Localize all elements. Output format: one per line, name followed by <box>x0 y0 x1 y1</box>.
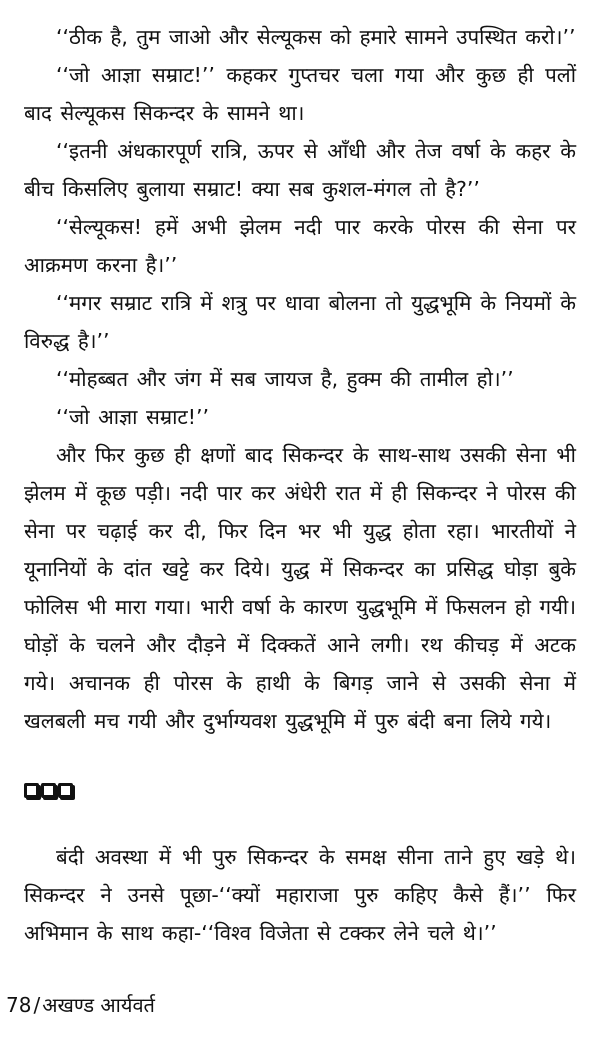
page-number: 78 <box>6 993 32 1017</box>
section-break-box-icon <box>41 783 56 798</box>
body-text-top <box>24 18 576 740</box>
paragraph: ‘‘जो आज्ञा सम्राट!’’ कहकर गुप्तचर चला गया और कुछ ही पलों बाद सेल्यूकस सिकन्दर के सामने था। <box>24 63 576 125</box>
paragraph: बंदी अवस्था में भी पुरु सिकन्दर के समक्ष सीना ताने हुए खड़े थे। सिकन्दर ने उनसे पूछा-‘‘क्यों महाराजा पुरु कहिए कैसे हैं।’’ फिर अभिमान के साथ कहा-‘‘विश्व विजेता से टक्कर लेने चले थे।’’ <box>24 845 576 945</box>
paragraph: और फिर कुछ ही क्षणों बाद सिकन्दर के साथ-साथ उसकी सेना भी झेलम में कूछ पड़ी। नदी पार कर अंधेरी रात में ही सिकन्दर ने पोरस की सेना पर चढ़ाई कर दी, फिर दिन भर भी युद्ध होता रहा। भारतीयों ने यूनानियों के दांत खट्टे कर दिये। युद्ध में सिकन्दर का प्रसिद्ध घोड़ा बुके फोलिस भी मारा गया। भारी वर्षा के कारण युद्धभूमि में फिसलन हो गयी। घोड़ों के चलने और दौड़ने में दिक्कतें आने लगी। रथ कीचड़ में अटक गये। अचानक ही पोरस के हाथी के बिगड़ जाने से उसकी सेना में खलबली मच गयी और दुर्भाग्यवश युद्धभूमि में पुरु बंदी बना लिये गये। <box>24 443 576 733</box>
footer-separator: / <box>33 993 41 1017</box>
paragraph: ‘‘जो आज्ञा सम्राट!’’ <box>56 405 209 429</box>
section-break <box>24 783 73 798</box>
paragraph: ‘‘ठीक है, तुम जाओ और सेल्यूकस को हमारे सामने उपस्थित करो।’’ <box>56 25 576 49</box>
section-break-box-icon <box>58 783 73 798</box>
page-footer <box>6 990 155 1020</box>
section-break-box-icon <box>24 783 39 798</box>
paragraph: ‘‘मोहब्बत और जंग में सब जायज है, हुक्म की तामील हो।’’ <box>56 367 514 391</box>
paragraph: ‘‘मगर सम्राट रात्रि में शत्रु पर धावा बोलना तो युद्धभूमि के नियमों के विरुद्ध है।’’ <box>24 291 576 353</box>
body-text-bottom <box>24 838 576 952</box>
book-title: अखण्ड आर्यवर्त <box>42 993 155 1017</box>
paragraph: ‘‘इतनी अंधकारपूर्ण रात्रि, ऊपर से आँधी और तेज वर्षा के कहर के बीच किसलिए बुलाया सम्राट! क्या सब कुशल-मंगल तो है?’’ <box>24 139 576 201</box>
paragraph: ‘‘सेल्यूकस! हमें अभी झेलम नदी पार करके पोरस की सेना पर आक्रमण करना है।’’ <box>24 215 576 277</box>
